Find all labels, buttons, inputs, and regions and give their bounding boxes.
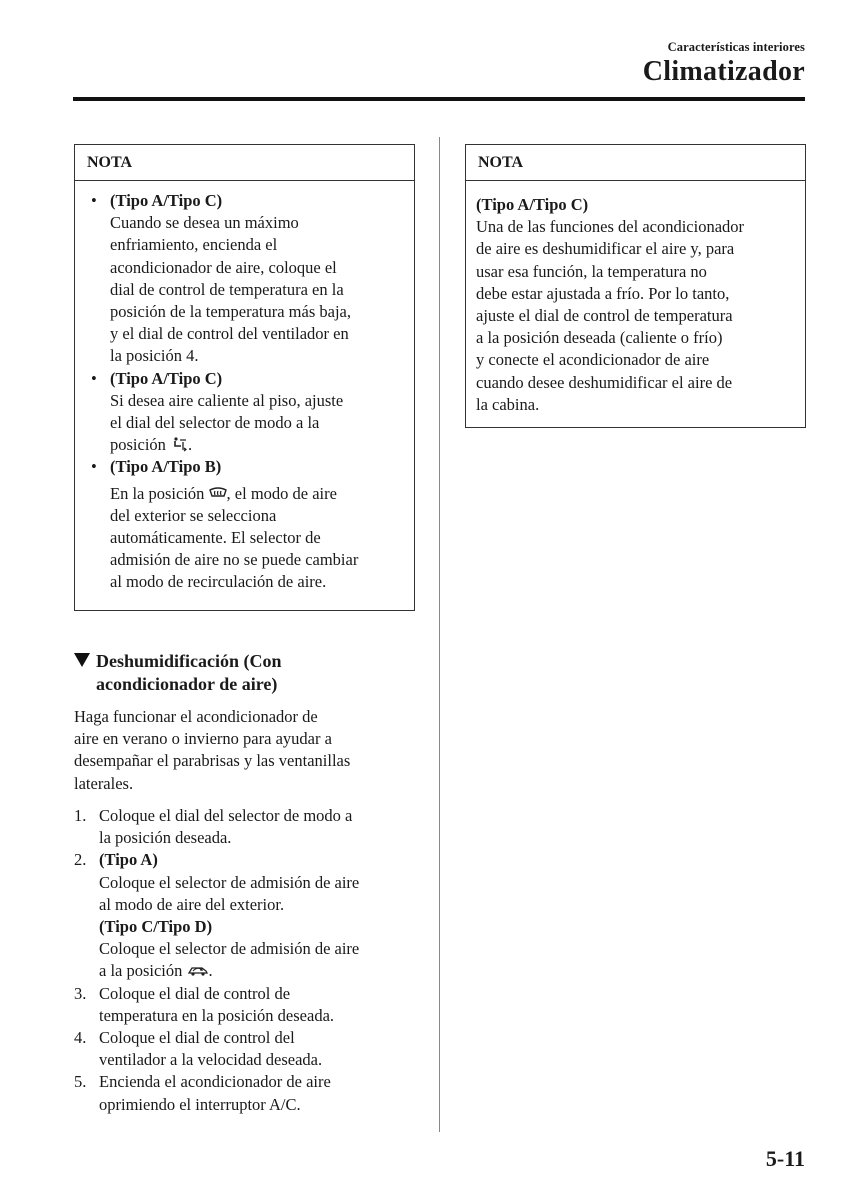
note-line: enfriamiento, encienda el	[110, 235, 278, 255]
step-number: 2.	[74, 850, 87, 870]
left-note-box	[74, 144, 415, 611]
page-number: 5-11	[765, 1146, 805, 1171]
intro-paragraph	[74, 706, 419, 795]
step-line: la posición deseada.	[99, 828, 232, 848]
step-line: ventilador a la velocidad deseada.	[99, 1050, 323, 1070]
step-text: .	[208, 961, 213, 981]
intro-line: Haga funcionar el acondicionador de	[74, 707, 318, 726]
note-line: la posición 4.	[110, 346, 199, 366]
bullet-icon: •	[91, 191, 97, 210]
section-heading-line: Deshumidificación (Con	[96, 651, 282, 671]
note-item-label: (Tipo A/Tipo B)	[110, 457, 222, 477]
step-item	[74, 849, 419, 982]
note-line: la cabina.	[476, 394, 540, 414]
note-line: automáticamente. El selector de	[110, 528, 321, 548]
note-item	[88, 456, 408, 593]
step-item	[74, 1071, 419, 1115]
bullet-icon: •	[91, 368, 97, 388]
note-text: , el modo de aire	[226, 483, 337, 503]
intro-line: desempañar el parabrisas y las ventanillas	[74, 751, 351, 771]
note-line: al modo de recirculación de aire.	[110, 572, 327, 592]
note-body	[466, 181, 805, 416]
triangle-marker-icon	[74, 653, 90, 667]
note-line: y conecte el acondicionador de aire	[476, 350, 710, 370]
note-line: acondicionador de aire, coloque el	[110, 257, 337, 277]
note-line: a la posición deseada (caliente o frío)	[476, 328, 723, 348]
step-text: a la posición	[99, 961, 183, 981]
note-text: .	[188, 435, 193, 455]
note-line: Una de las funciones del acondicionador	[476, 217, 745, 237]
step-number: 4.	[74, 1028, 87, 1048]
step-item	[74, 1027, 419, 1071]
step-line: Coloque el dial de control del	[99, 1028, 295, 1048]
note-heading: NOTA	[466, 145, 805, 181]
note-heading: NOTA	[75, 145, 414, 181]
note-line: del exterior se selecciona	[110, 505, 277, 525]
header-section-label: Características interiores	[667, 40, 805, 54]
step-line: Coloque el dial de control de	[99, 983, 291, 1003]
step-line	[99, 960, 419, 982]
note-line: Cuando se desea un máximo	[110, 213, 299, 233]
note-item-label: (Tipo A/Tipo C)	[476, 195, 589, 214]
note-line: cuando desee deshumidificar el aire de	[476, 372, 733, 392]
steps-list	[74, 805, 419, 1116]
note-line: posición de la temperatura más baja,	[110, 302, 351, 322]
page-title: Climatizador	[642, 56, 805, 87]
header-rule	[73, 97, 805, 101]
note-body	[75, 181, 414, 594]
recirculation-icon	[187, 962, 209, 978]
note-item-label: (Tipo A/Tipo C)	[110, 191, 223, 210]
note-line: debe estar ajustada a frío. Por lo tanto,	[476, 283, 730, 303]
note-line: admisión de aire no se puede cambiar	[110, 550, 359, 570]
step-number: 1.	[74, 806, 87, 825]
step-line: Encienda el acondicionador de aire	[99, 1072, 331, 1092]
step-line: Coloque el dial del selector de modo a	[99, 806, 353, 825]
intro-line: laterales.	[74, 773, 134, 793]
step-line: oprimiendo el interruptor A/C.	[99, 1094, 301, 1114]
step-line: Coloque el selector de admisión de aire	[99, 872, 360, 892]
note-line: usar esa función, la temperatura no	[476, 261, 707, 281]
step-label: (Tipo A)	[99, 850, 158, 870]
note-line: el dial del selector de modo a la	[110, 413, 320, 433]
step-line: al modo de aire del exterior.	[99, 894, 285, 914]
note-line: y el dial de control del ventilador en	[110, 324, 349, 344]
step-number: 5.	[74, 1072, 87, 1092]
note-item-label: (Tipo A/Tipo C)	[110, 368, 223, 388]
note-item	[88, 190, 408, 368]
note-line	[110, 434, 408, 456]
step-line: Coloque el selector de admisión de aire	[99, 939, 360, 959]
step-label: (Tipo C/Tipo D)	[99, 917, 213, 937]
column-divider	[439, 137, 440, 1132]
right-note-box	[465, 144, 806, 428]
note-line	[110, 483, 408, 505]
note-line: Si desea aire caliente al piso, ajuste	[110, 390, 344, 410]
floor-mode-icon	[170, 436, 188, 452]
note-item	[88, 368, 408, 457]
section-heading	[74, 650, 414, 695]
note-text: En la posición	[110, 483, 205, 503]
intro-line: aire en verano o invierno para ayudar a	[74, 729, 332, 749]
note-line: ajuste el dial de control de temperatura	[476, 306, 733, 326]
step-number: 3.	[74, 983, 87, 1003]
bullet-icon: •	[91, 457, 97, 477]
note-text: posición	[110, 435, 166, 455]
step-item	[74, 983, 419, 1027]
step-line: temperatura en la posición deseada.	[99, 1005, 335, 1025]
section-heading-line: acondicionador de aire)	[96, 673, 278, 694]
defroster-icon	[209, 485, 227, 501]
step-item	[74, 805, 419, 849]
note-line: de aire es deshumidificar el aire y, para	[476, 239, 735, 259]
note-line: dial de control de temperatura en la	[110, 279, 344, 299]
